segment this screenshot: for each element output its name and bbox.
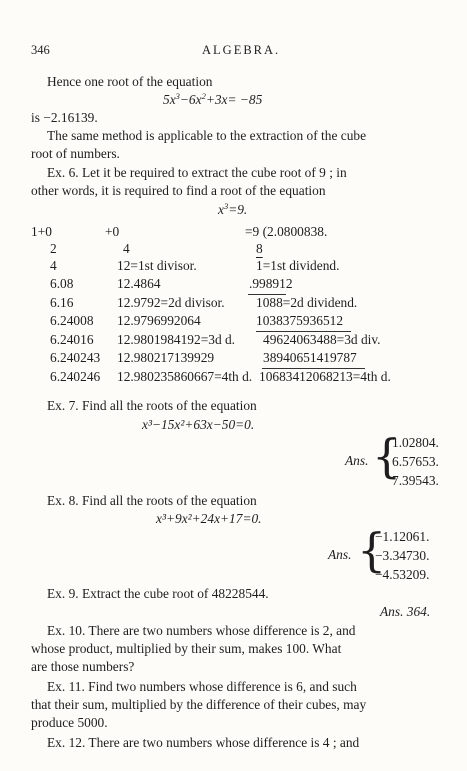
ex8-answer-3: −4.53209. (375, 567, 430, 582)
work-c2-0: +0 (105, 224, 120, 239)
work-c2-7: 12.980217139929 (117, 350, 215, 365)
ex7-brace: { (372, 429, 402, 483)
page-number: 346 (31, 43, 50, 57)
intro-line-4: The same method is applicable to the extraction of the cube (47, 128, 367, 143)
ex8-ans-label: Ans. (328, 547, 352, 562)
work-c1-6: 6.24016 (50, 332, 94, 347)
work-c1-2: 4 (50, 258, 57, 273)
ex7-equation: x³−15x²+63x−50=0. (142, 417, 255, 432)
work-c1-3: 6.08 (50, 276, 74, 291)
ex9-line-1: Ex. 9. Extract the cube root of 48228544. (47, 586, 269, 601)
ex7-answer-2: 6.57653. (392, 454, 439, 469)
running-title: ALGEBRA. (202, 43, 281, 57)
work-c3-0: =9 (2.0800838. (245, 224, 328, 239)
ex10-line-3: are those numbers? (31, 659, 135, 674)
ex10-line-1: Ex. 10. There are two numbers whose difference is 2, and (47, 623, 356, 638)
work-c3-7: 38940651419787 (263, 350, 357, 365)
ex8-equation: x³+9x²+24x+17=0. (156, 511, 262, 526)
ex7-answer-1: 1.02804. (392, 435, 439, 450)
work-c3-3: .998912 (249, 276, 293, 291)
work-c1-1: 2 (50, 241, 57, 256)
ex7-line-1: Ex. 7. Find all the roots of the equation (47, 398, 257, 413)
work-c3-6: 49624063488=3d div. (263, 332, 381, 347)
work-c1-5: 6.24008 (50, 313, 94, 328)
work-c1-7: 6.240243 (50, 350, 101, 365)
ex10-line-2: whose product, multiplied by their sum, makes 100. What (31, 641, 342, 656)
ex6-equation: $x^3=9$. (218, 201, 248, 217)
work-c2-4: 12.9792=2d divisor. (117, 295, 225, 310)
ex11-line-3: produce 5000. (31, 715, 108, 730)
ex8-line-1: Ex. 8. Find all the roots of the equation (47, 493, 257, 508)
intro-line-1: Hence one root of the equation (47, 74, 213, 89)
work-c3-2: 1=1st dividend. (256, 258, 340, 273)
ex7-answer-3: 7.39543. (392, 473, 439, 488)
ex8-answer-1: −1.12061. (375, 529, 430, 544)
work-c2-3: 12.4864 (117, 276, 161, 291)
work-c2-5: 12.9796992064 (117, 313, 201, 328)
work-c1-0: 1+0 (31, 224, 52, 239)
intro-line-3: is −2.16139. (31, 110, 98, 125)
work-c3-4: 1088=2d dividend. (256, 295, 358, 310)
ex6-line-2: other words, it is required to find a root of the equation (31, 183, 326, 198)
work-c1-8: 6.240246 (50, 369, 101, 384)
ex6-line-1: Ex. 6. Let it be required to extract the cube root of 9 ; in (47, 165, 347, 180)
work-c3-1: 8 (256, 241, 263, 256)
work-c3-8: 10683412068213=4th d. (259, 369, 391, 384)
work-c3-5: 1038375936512 (256, 313, 344, 328)
work-c2-2: 12=1st divisor. (117, 258, 197, 273)
ex9-answer: Ans. 364. (380, 604, 431, 619)
ex11-line-2: that their sum, multiplied by the difference of their cubes, may (31, 697, 367, 712)
ex7-ans-label: Ans. (345, 453, 369, 468)
ex8-answer-2: −3.34730. (375, 548, 430, 563)
work-c2-6: 12.9801984192=3d d. (117, 332, 236, 347)
ex8-brace: { (357, 523, 387, 577)
work-c2-8: 12.980235860667=4th d. (117, 369, 253, 384)
ex12-line-1: Ex. 12. There are two numbers whose difference is 4 ; and (47, 735, 360, 750)
work-c1-4: 6.16 (50, 295, 74, 310)
ex11-line-1: Ex. 11. Find two numbers whose difference is 6, and such (47, 679, 357, 694)
intro-equation: $5x^3-6x^2+3x= -85$ (163, 91, 263, 107)
intro-line-5: root of numbers. (31, 146, 120, 161)
work-c2-1: 4 (123, 241, 130, 256)
